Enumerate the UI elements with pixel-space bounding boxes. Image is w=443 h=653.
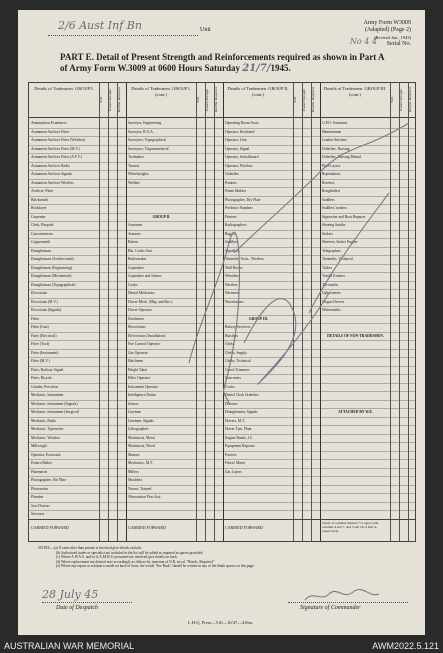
table-cell-label: Clerk, Hospital [31, 223, 54, 227]
year-printed: 1945. [270, 63, 291, 73]
table-cell-label: Clerks, Supply [225, 350, 247, 355]
table-cell-label: ATTACHED BY W.E. [338, 410, 373, 414]
table-cell-label: Welders [128, 180, 140, 185]
note-line: (d) Where replacement not desired note accordingly as follows by insertion of N.R. in col. "Reinfs. Required." [56, 559, 215, 564]
table-cell-label: GROUP III. [248, 316, 269, 321]
table-cell-label: Carpenter [31, 214, 46, 219]
table-cell-label: Tailors [322, 265, 333, 270]
table-cell-label: Textile Knitters [322, 274, 345, 278]
table-cell-label: Carpenters and Joiners [128, 274, 162, 278]
table-cell-label: Armament Artificer Signals [31, 172, 72, 176]
table-cell-label: Armament Artificer Fitter [31, 129, 70, 134]
table-cell-label: Surveyor, Engineering [128, 121, 162, 125]
table-cell-label: Armorer [128, 231, 141, 236]
table-cell-label: Driver Tpts. Plant [225, 427, 252, 431]
table-cell-label: Electrician (Signals) [31, 308, 62, 312]
table-cell-label: Photographer, Slit Plate [31, 478, 66, 482]
table-cell-label: Surveyors, Trigonometrical [128, 146, 169, 151]
table-cell-label: Ammunition Examiners [31, 121, 67, 125]
table-cell-label: Concretemixer [31, 231, 53, 236]
table-cell-label: Draughtsman (Topographical) [31, 282, 76, 287]
table-cell-label: Draughtsman (Architectural) [31, 257, 74, 261]
table-cell-label: Roughriders [322, 189, 341, 193]
table-cell-label: Leather Stitchers [322, 138, 348, 142]
table-cell-label: Operator, Excavator [31, 452, 61, 457]
table-cell-label: Operator, Keyboard [225, 129, 255, 134]
carried-forward-3: CARRIED FORWARD [225, 526, 263, 530]
table-cell-label: Linemen, Signals [128, 418, 154, 423]
table-cell-label: Equipment Repairer [225, 444, 255, 448]
table-cell-label: Blacksmith [31, 197, 48, 202]
table-cell-label: Millwright [31, 444, 47, 448]
table-cell-label: Armourer [128, 223, 143, 227]
table-cell-label: Fitter [31, 316, 39, 321]
table-cell-label: Surveyor, R.A.A. [128, 129, 154, 134]
header-posted-4: Posted Strength [399, 88, 403, 112]
table-cell-label: Predictor Numbers [225, 206, 253, 210]
note-line: (e) Where any report or solution is made on back of form, the words "See Back" should be written in any of the blank spaces on this page. [56, 564, 255, 568]
table-cell-label: DETAILS OF NON-TRADESMEN. [327, 333, 384, 338]
table-cell-label: Millers [128, 469, 139, 474]
table-cell-label: Mechanic, Instrument [31, 393, 64, 397]
table-cell-label: Fitters' Mates [225, 461, 246, 465]
signature-line [288, 602, 408, 603]
header-reinf-2: Reinfts. Required [214, 87, 218, 113]
table-cell-label: Driver-Mech. (Mtg. and Rec.) [128, 299, 173, 304]
table-cell-label: Plumber [31, 495, 44, 499]
table-cell-label: Instrument Operator [128, 384, 159, 389]
table-cell-label: Dental Clerk Orderlies [225, 393, 259, 397]
table-cell-label: Draughtsman [31, 248, 51, 253]
header-posted-3: Posted Strength [302, 88, 306, 112]
table-cell-label: Dental Mechanics [128, 291, 155, 295]
table-cell-label: Joiners [128, 401, 139, 406]
table-cell-label: Riggers [225, 231, 237, 236]
table-cell-label: Fitter (Tool) [31, 342, 50, 346]
table-cell-label: Radiographers [225, 223, 247, 227]
table-cell-label: Orderlies [225, 172, 239, 176]
table-cell-label: Saw Doctors [31, 503, 50, 508]
header-reinf-4: Reinfts. Required [408, 87, 412, 113]
table-cell-label: Saddlers [322, 197, 335, 202]
table-cell-label: Dressers [225, 401, 238, 406]
table-cell-label: Bakers [128, 240, 139, 244]
table-cell-label: Hatchmen [128, 359, 144, 363]
header-posted-1: Posted Strength [108, 88, 112, 112]
caption-id: AWM2022.5.121 [372, 641, 439, 651]
table-cell-label: Clerks [225, 342, 235, 346]
table-cell-label: Draftsmen [128, 316, 144, 321]
table-cell-label: Wireless [225, 282, 238, 287]
note-line: (c) Where A.W.A.S. and/or A.A.M.W.S. personnel are involved give details on back. [56, 555, 178, 559]
table-cell-label: Armament Artificer Fitter (A.F.V.) [31, 155, 82, 159]
note-line: NOTES.—(a) If rank other than private is involved give details on back. [38, 546, 143, 550]
table-cell-label: Moulders [128, 478, 143, 482]
table-cell-label: Mechanic, Instrument (Surgical) [31, 410, 79, 414]
header-group1cont: Details of Tradesmen. GROUP I. (cont.) [131, 86, 191, 97]
form-ref-line-2: (Adapted) (Page 2) [365, 27, 411, 33]
form-ref-line-1: Army Form W3009 [363, 20, 411, 26]
table-cell-label: Helio Operator [128, 376, 151, 380]
table-cell-label: Carpenters [128, 265, 144, 270]
table-cell-label: Pattern Maker [31, 461, 52, 465]
table-cell-label: Fitter (Instrument) [31, 350, 59, 355]
table-cell-label: Linemen [128, 410, 142, 414]
strength-table [28, 82, 416, 542]
table-cell-label: Mechanic, Wireless [31, 435, 61, 440]
serial-label: Serial No. [386, 41, 411, 47]
table-cell-label: Sheeters, Stoker Engine [322, 240, 358, 244]
serial-handwritten: No 4 4 [349, 37, 377, 46]
table-cell-label: Wall Borers [225, 265, 243, 270]
table-cell-label: Driver-Operator [128, 308, 152, 312]
header-posted-2: Posted Strength [205, 88, 209, 112]
table-cell-label: Mechanic, Instrument (Signals) [31, 401, 78, 406]
table-cell-label: Pharmacist [31, 469, 48, 474]
table-cell-label: Stokers [322, 231, 334, 236]
table-cell-label: Mechanic, Radio [31, 418, 57, 423]
form-notes [38, 546, 398, 569]
table-cell-label: Electricians [128, 325, 146, 329]
table-cell-label: Butchers [225, 333, 239, 338]
table-cell-label: Cooks [225, 384, 235, 389]
table-cell-label: Fitter (M.V.) [31, 359, 50, 363]
table-cell-label: Coppersmith [31, 240, 51, 244]
table-cell-label: Operator, Switchboard [225, 155, 259, 159]
table-cell-label: Whitesmiths [322, 308, 341, 312]
table-cell-label: Intelligence Duties [128, 393, 156, 397]
table-cell-label: Fitter (Gun) [31, 325, 49, 329]
table-cell-label: Woodturners [225, 299, 244, 304]
table-cell-label: Draughtsman (Mechanical) [31, 274, 72, 278]
caption-institution: AUSTRALIAN WAR MEMORIAL [4, 641, 135, 651]
despatch-date-handwritten: 28 July 45 [42, 588, 99, 601]
table-cell-label: Wheelers [225, 274, 239, 278]
table-cell-label: Farriers [225, 452, 237, 457]
totals-note: Totals of columns marked * to agree with columns 4 and 7, and 5 and 18 of Part A. respectively. [322, 521, 379, 533]
table-cell-label: Gas Operator [128, 350, 148, 355]
table-cell-label: Shoeing Smiths [322, 223, 346, 227]
form-page [18, 10, 425, 635]
table-cell-label: Surveyors, Topographical [128, 138, 166, 142]
header-we-2: W.E. [196, 96, 200, 104]
table-cell-label: Telegraphers [322, 248, 341, 253]
header-we-1: W.E. [99, 96, 103, 104]
table-cell-label: Painters [225, 180, 237, 185]
date-handwritten: 21/7/ [242, 63, 271, 74]
table-cell-label: Photographer, Dry Plate [225, 197, 261, 202]
table-cell-label: Turners [128, 163, 140, 168]
table-cell-label: Fire Control Operator [128, 342, 161, 346]
table-cell-label: Operator, Signal [225, 146, 250, 151]
note-line: (b) Authorized trades or specialist not included in the list will be added as required in spaces provided. [56, 550, 204, 555]
title-text: PART E. Detail of Present Strength and Reinforcements required as shown in Part A of Army Form W.3009 at 0600 Hours Saturday [60, 52, 385, 73]
table-cell-label: Upholsterers [322, 291, 341, 295]
form-ref-line-3: (Revised Jan., 1943) [374, 35, 411, 40]
table-cell-label: Mechanics, M.T. [128, 461, 153, 465]
table-cell-label: Fitter, Bicycle [31, 376, 52, 380]
table-cell-label: Engine Hands, I.C. [225, 435, 254, 440]
header-reinf-3: Reinfts. Required [311, 87, 315, 113]
table-cell-label: Bricklayer [31, 206, 47, 210]
table-cell-label: Photowriter [31, 486, 49, 491]
table-cell-label: Cooks [128, 282, 138, 287]
table-cell-label: Electricians (Installation) [128, 333, 166, 338]
table-cell-label: Fitter (Electrical) [31, 333, 57, 338]
table-cell-label: Riveters [322, 180, 335, 185]
header-group3cont: Details of Tradesmen. GROUP III. (cont.) [323, 86, 387, 97]
header-group2cont: Details of Tradesmen. GROUP II. (cont.) [227, 86, 289, 97]
table-cell-label: Operating Room Assts. [225, 121, 260, 125]
table-cell-label: Bkr. Cooks Asst. [128, 248, 153, 253]
table-cell-label: Armament Artificer Radio [31, 163, 70, 168]
despatch-line [42, 602, 132, 603]
table-cell-label: Surveyor [31, 512, 45, 516]
unit-label: Unit [200, 27, 211, 33]
table-cell-label: Artificer, Fitter [31, 189, 54, 193]
table-cell-label: Lithographers [128, 427, 149, 431]
table-cell-label: Electrician (M.V.) [31, 299, 58, 304]
despatch-label: Date of Despatch [56, 605, 98, 611]
table-cell-label: Tinsmiths Assts., Wireless [225, 257, 264, 261]
table-cell-label: Wheelwrights [128, 172, 149, 176]
table-cell-label: Operator, Line [225, 138, 247, 142]
table-cell-label: Plate Layers [322, 163, 341, 168]
table-cell-label: Saddlers' makers [322, 206, 347, 210]
table-cell-label: G.P.O. Assistants [322, 121, 348, 125]
table-cell-label: Grinder, Precision [31, 384, 58, 389]
table-cell-label: Wiremen [225, 291, 239, 295]
table-cell-label: Saddlers [225, 240, 238, 244]
printer-imprint: L.H.Q. Press—516—10/47—416m. [188, 620, 254, 625]
table-cell-label: Observation Post Asst. [128, 495, 162, 499]
signature-label: Signature of Commander [300, 605, 361, 611]
header-reinf-1: Reinfts. Required [117, 87, 121, 113]
table-cell-label: Height Taker [128, 367, 148, 372]
table-cell-label: Orderlies, Nursing Mental [322, 155, 361, 159]
table-cell-label: Boilermaker [128, 257, 147, 261]
table-cell-label: Electrician [31, 291, 47, 295]
table-cell-label: Draughtsmen, Signals [225, 410, 258, 414]
header-group1: Details of Tradesmen. GROUP I. [34, 86, 94, 91]
header-we-3: W.E. [293, 96, 297, 104]
table-cell-label: Armament Artificer Fitter (M.V.) [31, 146, 80, 151]
table-cell-label: Ropemakers [322, 172, 341, 176]
table-cell-label: Battery Servicers [225, 325, 251, 329]
table-cell-label: Armament Artificer Wireless [31, 180, 74, 185]
table-cell-label: Toolmaker [128, 155, 144, 159]
archive-caption [0, 639, 443, 653]
table-cell-label: Patent Makers [225, 189, 247, 193]
table-cell-label: Nurses, Trained [128, 486, 152, 491]
table-cell-label: Tinsmiths, Technical [322, 257, 353, 261]
table-cell-label: Operator, Wireless [225, 163, 253, 168]
table-cell-label: Mechanic, Typewriter [31, 427, 64, 431]
form-title [60, 52, 390, 74]
table-cell-label: Machinists, Metal [128, 435, 155, 440]
table-cell-label: Signwriter and Boot Repairer [322, 214, 366, 219]
table-cell-label: Clerks, Technical [225, 359, 251, 363]
table-cell-label: GROUP II. [152, 214, 171, 219]
handwritten-scrawl [29, 83, 417, 543]
table-cell-label: Gas Layers [225, 469, 242, 474]
table-cell-label: Printers [225, 214, 237, 219]
table-cell-label: Armament Artificer Fitter (Wireless) [31, 138, 86, 142]
unit-handwritten: 2/6 Aust Inf Bn [58, 19, 142, 32]
table-cell-label: Coach Trimmers [225, 367, 250, 372]
table-cell-label: Draughtsman (Engineering) [31, 265, 73, 270]
table-cell-label: Concreters [225, 376, 241, 380]
table-cell-label: Hammermen [322, 129, 342, 134]
table-cell-label: Orderlies, Nursing [322, 146, 350, 151]
table-cell-label: Drivers, M.T. [225, 418, 246, 423]
table-cell-label: Masons [128, 452, 140, 457]
table-cell-label: Machinists, Wood [128, 444, 155, 448]
header-we-4: W.E. [390, 96, 394, 104]
carried-forward-1: CARRIED FORWARD [31, 526, 69, 530]
table-cell-label: Signallers [225, 248, 240, 253]
table-cell-label: Fitter, Railway Signal [31, 367, 64, 372]
carried-forward-2: CARRIED FORWARD [128, 526, 166, 530]
table-cell-label: Tin-smiths [322, 282, 338, 287]
table-cell-label: Wagon Drivers [322, 299, 345, 304]
